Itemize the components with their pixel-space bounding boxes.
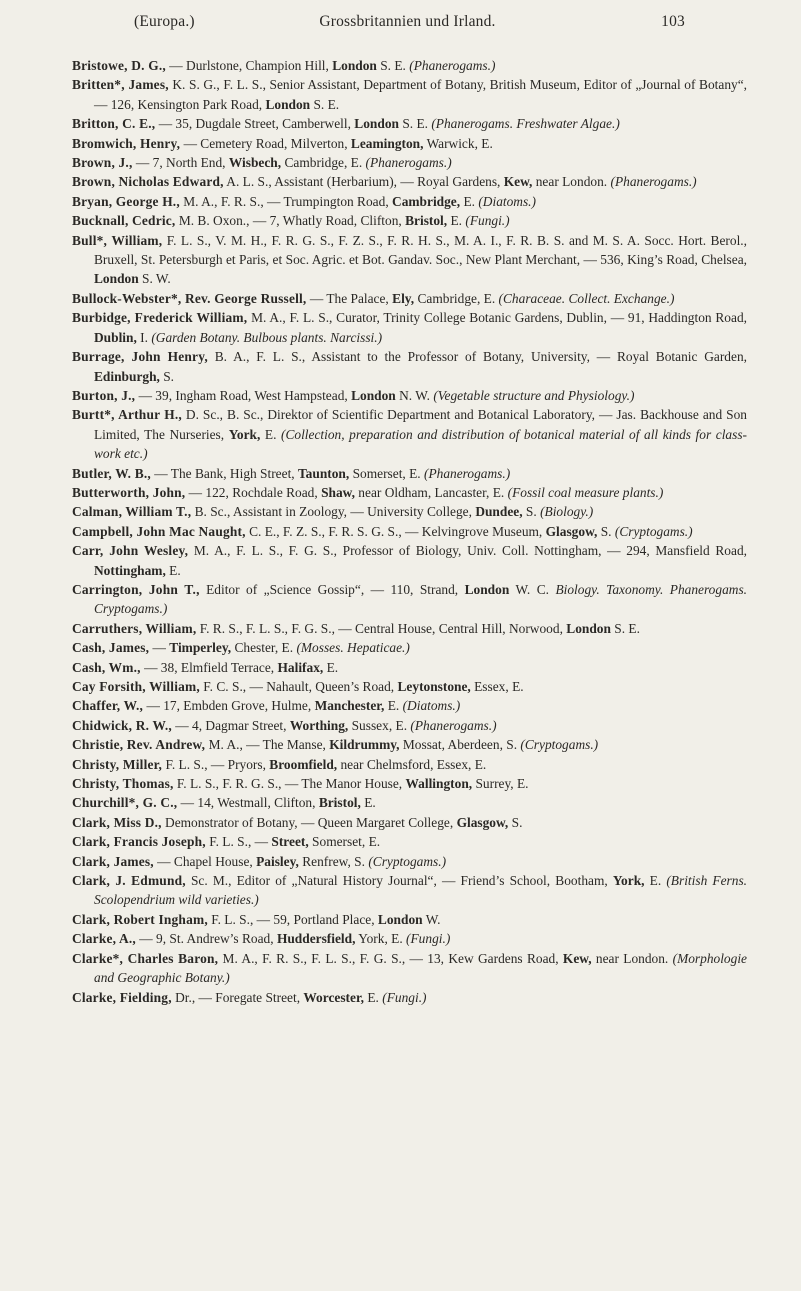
entry-place: Bristol, [318, 795, 361, 811]
entry-name: Britton, C. E., [72, 116, 156, 132]
entry-place: Nottingham, [94, 562, 166, 578]
entry-name: Brown, J., [72, 155, 133, 171]
entry-name: Butler, W. B., [72, 465, 151, 481]
entry-text: B. Sc., Assistant in Zoology, — University College, [191, 504, 476, 520]
directory-entry [72, 832, 747, 851]
entry-name: Butterworth, John, [72, 484, 186, 500]
entry-text: E. [364, 989, 383, 1005]
entry-topic: Biology. Taxonomy. Phanerogams. Cryptogams.) [94, 581, 748, 617]
entry-name: Bullock-Webster*, Rev. George Russell, [72, 290, 307, 306]
entry-name: Cash, Wm., [72, 659, 141, 675]
entry-topic: (Biology.) [540, 504, 594, 520]
entry-text: M. A., — The Manse, [205, 737, 330, 753]
entry-place: Street, [271, 834, 309, 850]
entry-topic: (British Ferns. Scolopendrium wild varieties.) [94, 873, 748, 908]
directory-entry [72, 813, 747, 832]
directory-entry [72, 114, 747, 133]
entry-text: E. [447, 213, 466, 229]
entry-text: Editor of „Science Gossip“, — 110, Strand, [199, 581, 465, 597]
directory-entry [72, 580, 747, 619]
entry-text: F. L. S., F. R. G. S., — The Manor House, [173, 776, 406, 792]
entry-topic: (Morphologie and Geographic Botany.) [94, 950, 747, 986]
entry-name: Carr, John Wesley, [72, 543, 189, 559]
entry-name: Clark, Francis Joseph, [72, 834, 206, 850]
entry-name: Burton, J., [72, 387, 136, 403]
entry-place: Shaw, [321, 484, 355, 500]
entry-text: near London. [532, 174, 611, 190]
directory-entry [72, 658, 747, 677]
entry-text: S. W. [138, 271, 171, 287]
entry-topic: (Garden Botany. Bulbous plants. Narcissi.) [151, 329, 383, 345]
entry-name: Churchill*, G. C., [72, 795, 178, 811]
entry-text: S. [159, 368, 175, 384]
directory-entry [72, 483, 747, 502]
entry-text: York, E. [355, 931, 407, 947]
entry-place: London [354, 116, 399, 132]
entry-text: Mossat, Aberdeen, S. [399, 737, 521, 753]
entry-text: F. L. S., — 59, Portland Place, [207, 911, 378, 927]
directory-entry [72, 755, 747, 774]
entry-name: Britten*, James, [72, 77, 169, 93]
directory-entry [72, 696, 747, 715]
directory-entry [72, 386, 747, 405]
entry-text: Sc. M., Editor of „Natural History Journal“, — Friend’s School, Bootham, [185, 873, 613, 889]
directory-entry [72, 522, 747, 541]
entry-topic: (Phanerogams.) [424, 465, 511, 481]
directory-entry [72, 308, 747, 347]
entry-text: — [149, 640, 170, 656]
entry-text: F. C. S., — Nahault, Queen’s Road, [199, 679, 398, 694]
entry-text: E. [460, 193, 479, 209]
entry-place: Kew, [503, 174, 533, 190]
entry-name: Clarke, A., [72, 931, 136, 947]
entry-text: Warwick, E. [423, 135, 493, 151]
entry-text: N. W. [395, 387, 434, 403]
entry-text: S. E. [376, 58, 410, 73]
entry-place: Manchester, [314, 698, 385, 714]
directory-entry [72, 988, 747, 1007]
entry-place: Worthing, [289, 717, 349, 733]
entry-name: Brown, Nicholas Edward, [72, 174, 224, 190]
entry-text: — 17, Embden Grove, Hulme, [143, 698, 315, 714]
entry-topic: (Collection, preparation and distribution of botanical material of all kinds for class-work etc.) [94, 426, 747, 462]
entry-text: A. L. S., Assistant (Herbarium), — Royal Gardens, [223, 174, 504, 190]
directory-entry [72, 910, 747, 929]
entry-place: Ely, [392, 290, 415, 306]
entry-name: Chidwick, R. W., [72, 717, 172, 733]
entry-text: Renfrew, S. [298, 853, 369, 869]
entry-text: E. [644, 873, 667, 889]
directory-entry [72, 231, 747, 289]
entry-name: Clark, Robert Ingham, [72, 911, 208, 927]
entry-place: Halifax, [277, 659, 324, 675]
entry-place: Worcester, [303, 989, 365, 1005]
entry-name: Clark, James, [72, 853, 154, 869]
entry-topic: (Fossil coal measure plants.) [507, 484, 664, 500]
entry-place: London [377, 911, 423, 927]
entry-text: E. [360, 795, 376, 811]
entry-name: Calman, William T., [72, 504, 192, 520]
directory-entry [72, 405, 747, 463]
directory-entry [72, 56, 747, 75]
directory-entry [72, 172, 747, 191]
entry-name: Christy, Miller, [72, 756, 163, 772]
entry-text: Chester, E. [231, 640, 297, 656]
entry-text: — 122, Rochdale Road, [185, 484, 322, 500]
entry-place: Timperley, [169, 640, 232, 656]
entry-name: Bristowe, D. G., [72, 58, 166, 73]
entry-name: Cay Forsith, William, [72, 679, 200, 694]
entry-text: E. [323, 659, 339, 675]
entry-name: Carrington, John T., [72, 581, 200, 597]
directory-entry [72, 677, 747, 696]
entry-topic: (Characeae. Collect. Exchange.) [498, 290, 675, 306]
directory-entry [72, 619, 747, 638]
entry-name: Clark, Miss D., [72, 814, 162, 830]
entry-text: — The Bank, High Street, [150, 465, 298, 481]
entry-text: F. L. S., V. M. H., F. R. G. S., F. Z. S., F. R. H. S., M. A. I., F. R. B. S. and M. S. A. Socc. Hort. Berol., Bruxell, St. Petersburgh et Paris, et Soc. Agric. et Bot. Gandav. Soc., New Plant Merchant, — 536, King’s Road, Chelsea, [94, 232, 747, 268]
directory-entry [72, 211, 747, 230]
entry-name: Cash, James, [72, 640, 150, 656]
directory-entry [72, 192, 747, 211]
entry-place: Kew, [562, 950, 592, 966]
entry-text: E. [165, 562, 181, 578]
entry-topic: (Fungi.) [382, 989, 427, 1005]
entry-topic: (Mosses. Hepaticae.) [296, 640, 410, 656]
entry-text: Surrey, E. [472, 776, 529, 792]
entry-text: near Chelmsford, Essex, E. [337, 756, 487, 772]
entry-text: Demonstrator of Botany, — Queen Margaret College, [161, 814, 457, 830]
entry-place: Paisley, [256, 853, 299, 869]
entry-text: S. [508, 814, 523, 830]
entry-text: F. R. S., F. L. S., F. G. S., — Central House, Central Hill, Norwood, [196, 620, 567, 636]
entry-topic: (Diatoms.) [402, 698, 461, 714]
entry-topic: (Cryptogams.) [614, 523, 693, 539]
entry-place: Wisbech, [228, 155, 282, 171]
entry-topic: (Cryptogams.) [520, 737, 599, 753]
directory-entry [72, 75, 747, 114]
entry-place: London [351, 387, 396, 403]
entry-name: Campbell, John Mac Naught, [72, 523, 246, 539]
entry-place: London [566, 620, 611, 636]
directory-entry [72, 289, 747, 308]
entry-text: Somerset, E. [308, 834, 381, 850]
entry-topic: (Diatoms.) [478, 193, 536, 209]
directory-entry [72, 347, 747, 386]
entry-name: Clarke*, Charles Baron, [72, 950, 219, 966]
entry-text: — 14, Westmall, Clifton, [177, 795, 319, 811]
entry-text: C. E., F. Z. S., F. R. S. G. S., — Kelvingrove Museum, [245, 523, 546, 539]
running-title: Grossbritannien und Irland. [319, 13, 496, 30]
entry-text: — 7, North End, [132, 155, 229, 171]
directory-entry [72, 929, 747, 948]
entry-text: M. B. Oxon., — 7, Whatly Road, Clifton, [175, 213, 406, 229]
directory-entry [72, 949, 747, 988]
entry-text: — The Palace, [306, 290, 393, 306]
entry-place: Glasgow, [456, 814, 509, 830]
entry-text: S. E. [398, 116, 432, 132]
entry-text: F. L. S., — [205, 834, 272, 850]
entry-text: — 39, Ingham Road, West Hampstead, [135, 387, 352, 403]
entry-place: Cambridge, [392, 193, 461, 209]
entry-text: Cambridge, E. [281, 155, 366, 171]
entry-place: Dundee, [475, 504, 523, 520]
entry-text: — Durlstone, Champion Hill, [165, 58, 333, 73]
entry-text: W. [422, 911, 441, 927]
entry-text: E. [260, 426, 281, 442]
entry-place: Glasgow, [545, 523, 598, 539]
entry-topic: (Phanerogams.) [610, 174, 697, 190]
entry-text: S. [597, 523, 615, 539]
entry-name: Christie, Rev. Andrew, [72, 737, 206, 753]
directory-entry [72, 153, 747, 172]
entry-place: Edinburgh, [94, 368, 160, 384]
entry-text: — 35, Dugdale Street, Camberwell, [155, 116, 355, 132]
entry-topic: (Phanerogams.) [409, 58, 496, 73]
entry-text: Sussex, E. [348, 717, 411, 733]
entry-name: Clarke, Fielding, [72, 989, 172, 1005]
entry-text: S. E. [310, 96, 340, 112]
entry-text: W. C. [509, 581, 556, 597]
entry-text: M. A., F. R. S., F. L. S., F. G. S., — 13, Kew Gardens Road, [218, 950, 563, 966]
entry-text: near Oldham, Lancaster, E. [354, 484, 508, 500]
entry-topic: (Phanerogams.) [410, 717, 497, 733]
entry-place: York, [228, 426, 261, 442]
entry-name: Chaffer, W., [72, 698, 144, 714]
entry-place: London [464, 581, 510, 597]
entry-name: Bryan, George H., [72, 193, 180, 209]
region-label: (Europa.) [134, 13, 195, 30]
entry-name: Bull*, William, [72, 232, 163, 248]
entry-text: Dr., — Foregate Street, [171, 989, 304, 1005]
entry-place: Kildrummy, [329, 737, 400, 753]
entry-place: Taunton, [297, 465, 350, 481]
page-number: 103 [661, 13, 685, 30]
entry-place: Broomfield, [269, 756, 338, 772]
entry-text: K. S. G., F. L. S., Senior Assistant, Department of Botany, British Museum, Editor of „Journal of Botany“, — 126, Kensington Park Road, [94, 77, 748, 112]
entry-text: F. L. S., — Pryors, [162, 756, 270, 772]
directory-entry [72, 871, 747, 910]
entry-text: Cambridge, E. [414, 290, 499, 306]
entry-place: London [94, 271, 139, 287]
entry-topic: (Vegetable structure and Physiology.) [433, 387, 635, 403]
entry-place: Huddersfield, [276, 931, 356, 947]
entry-text: D. Sc., B. Sc., Direktor of Scientific Department and Botanical Laboratory, — Jas. Backhouse and Son Limited, The Nurseries, [94, 407, 747, 442]
entry-text: — 4, Dagmar Street, [171, 717, 290, 733]
entry-text: E. [384, 698, 403, 714]
entry-text: Essex, E. [470, 679, 524, 694]
directory-entry [72, 134, 747, 153]
entry-text: S. [522, 504, 541, 520]
entry-place: Bristol, [405, 213, 448, 229]
directory-entry [72, 852, 747, 871]
entry-topic: (Phanerogams. Freshwater Algae.) [431, 116, 620, 132]
entry-text: M. A., F. R. S., — Trumpington Road, [179, 193, 393, 209]
entry-text: S. E. [610, 620, 640, 636]
directory-entry [72, 541, 747, 580]
entry-place: Leamington, [350, 135, 424, 151]
directory-entry [72, 716, 747, 735]
entry-name: Carruthers, William, [72, 620, 197, 636]
entry-place: London [265, 96, 311, 112]
entry-name: Burtt*, Arthur H., [72, 407, 182, 423]
entry-place: Dublin, [94, 329, 137, 345]
entry-topic: (Fungi.) [406, 931, 451, 947]
directory-entry [72, 774, 747, 793]
entry-place: London [332, 58, 377, 73]
entry-name: Clark, J. Edmund, [72, 873, 186, 889]
directory-entries [72, 56, 747, 1007]
entry-place: Leytonstone, [397, 679, 471, 694]
entry-text: — 9, St. Andrew’s Road, [135, 931, 277, 947]
entry-text: B. A., F. L. S., Assistant to the Professor of Botany, University, — Royal Botanic Garden, [207, 349, 747, 365]
entry-text: — Chapel House, [153, 853, 257, 869]
directory-entry [72, 464, 747, 483]
entry-text: near London. [591, 950, 673, 966]
entry-text: — 38, Elmfield Terrace, [140, 659, 278, 675]
directory-entry [72, 735, 747, 754]
entry-name: Bucknall, Cedric, [72, 213, 176, 229]
entry-name: Bromwich, Henry, [72, 135, 181, 151]
entry-name: Burrage, John Henry, [72, 349, 208, 365]
entry-text: M. A., F. L. S., Curator, Trinity College Botanic Gardens, Dublin, — 91, Haddington Road, [247, 310, 747, 326]
entry-name: Burbidge, Frederick William, [72, 310, 248, 326]
directory-entry [72, 638, 747, 657]
entry-text: M. A., F. L. S., F. G. S., Professor of Biology, Univ. Coll. Nottingham, — 294, Mansfield Road, [188, 543, 747, 559]
entry-text: Somerset, E. [349, 465, 424, 481]
entry-topic: (Phanerogams.) [365, 155, 452, 171]
entry-place: York, [612, 873, 645, 889]
entry-place: Wallington, [405, 776, 473, 792]
entry-text: — Cemetery Road, Milverton, [180, 135, 351, 151]
page-header [72, 0, 743, 40]
directory-entry [72, 502, 747, 521]
directory-entry [72, 793, 747, 812]
entry-text: I. [136, 329, 152, 345]
entry-topic: (Fungi.) [465, 213, 510, 229]
entry-topic: (Cryptogams.) [368, 853, 447, 869]
entry-name: Christy, Thomas, [72, 776, 174, 792]
